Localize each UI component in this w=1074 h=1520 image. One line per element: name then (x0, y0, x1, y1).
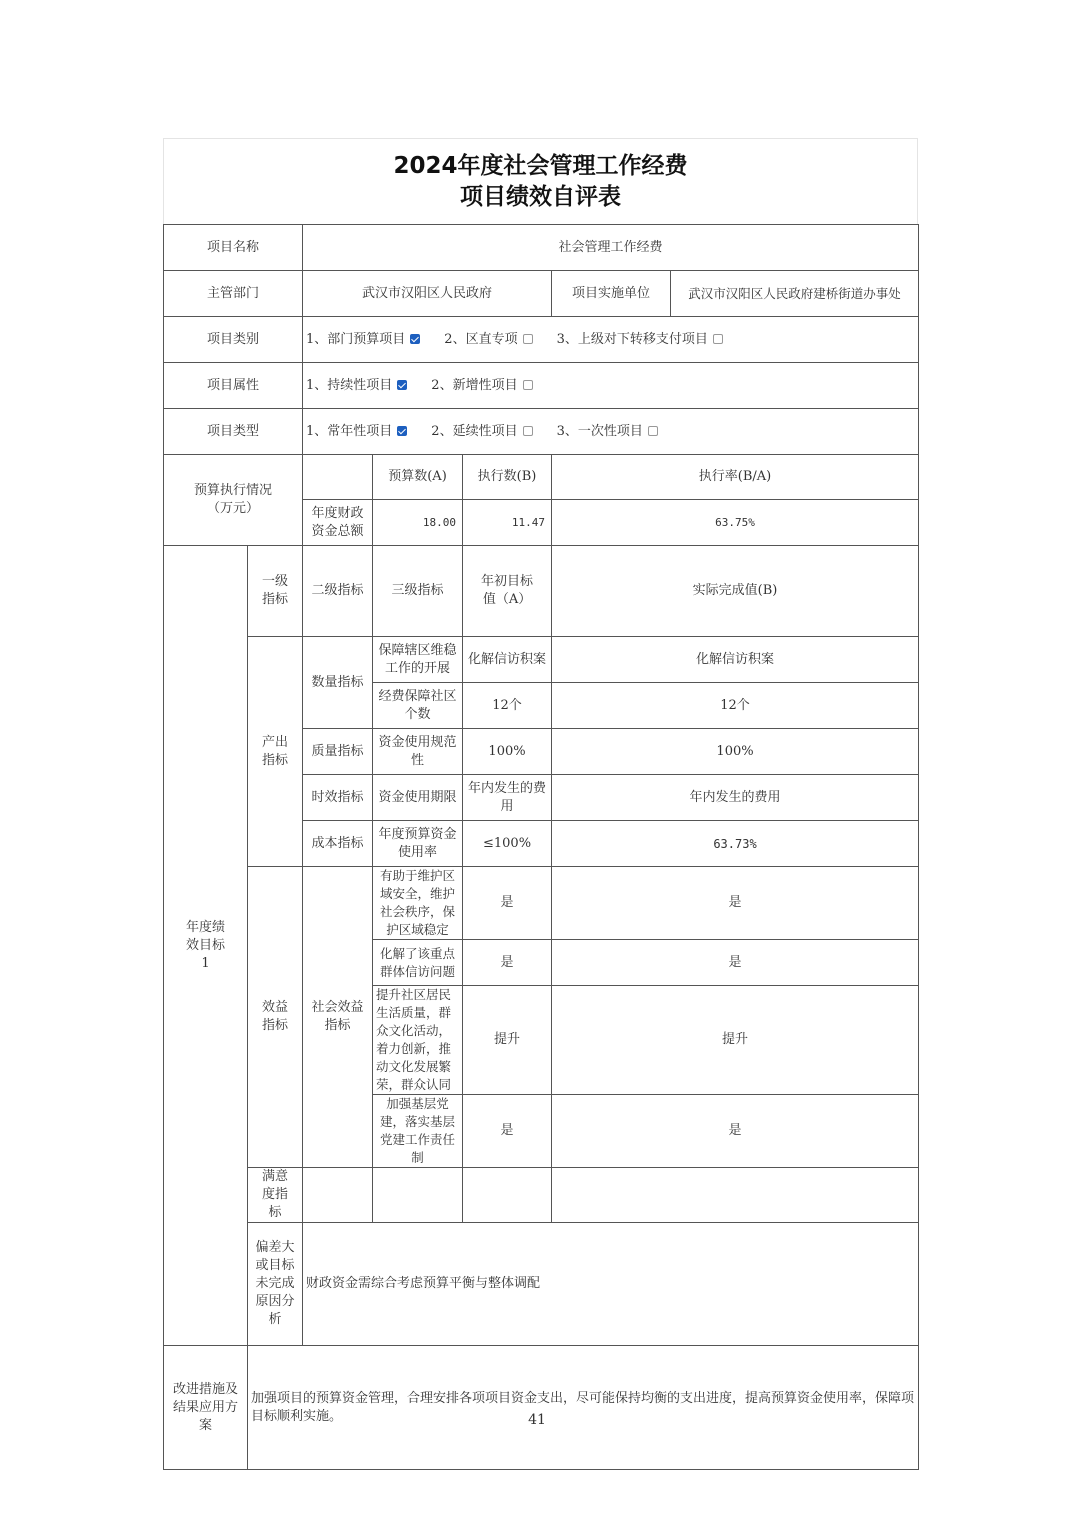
level3-cell: 资金使用规范性 (373, 729, 463, 775)
attribute-option (306, 378, 431, 393)
option-label: 1、持续性项目 (306, 377, 393, 393)
evaluation-table (163, 224, 919, 1470)
header-level1: 一级指标 (248, 546, 303, 637)
empty-cell (303, 1168, 373, 1223)
option-label: 3、一次性项目 (556, 423, 643, 439)
target-cell: 12个 (463, 683, 552, 729)
category-label: 项目类别 (164, 317, 303, 363)
form-title-line1: 2024年度社会管理工作经费 (393, 152, 688, 179)
improvement-label: 改进措施及结果应用方案 (164, 1346, 248, 1470)
header-level3: 三级指标 (373, 546, 463, 637)
level3-cell: 年度预算资金使用率 (373, 821, 463, 867)
col-exec-header: 执行数(B) (463, 455, 552, 500)
target-cell: 100% (463, 729, 552, 775)
impl-unit-label: 项目实施单位 (552, 271, 671, 317)
unchecked-checkbox-icon[interactable] (523, 426, 533, 436)
header-target: 年初目标值（A） (463, 546, 552, 637)
timeliness-indicator-label: 时效指标 (303, 775, 373, 821)
col-rate-header: 执行率(B/A) (552, 455, 919, 500)
row-category (164, 317, 919, 363)
page-number: 41 (528, 1412, 546, 1428)
budget-value: 18.00 (373, 500, 463, 546)
quantity-indicator-label: 数量指标 (303, 637, 373, 729)
actual-cell: 63.73% (552, 821, 919, 867)
level3-cell: 经费保障社区个数 (373, 683, 463, 729)
output-indicator-label: 产出指标 (248, 637, 303, 867)
option-label: 3、上级对下转移支付项目 (556, 331, 708, 347)
quality-indicator-label: 质量指标 (303, 729, 373, 775)
evaluation-form (163, 138, 918, 1470)
category-option (306, 332, 444, 347)
budget-unit: （万元） (207, 501, 260, 516)
empty-cell (373, 1168, 463, 1223)
target-cell: 是 (463, 1095, 552, 1168)
empty-cell (463, 1168, 552, 1223)
unchecked-checkbox-icon[interactable] (648, 426, 658, 436)
option-label: 2、延续性项目 (431, 423, 518, 439)
rate-value: 63.75% (552, 500, 919, 546)
unchecked-checkbox-icon[interactable] (713, 334, 723, 344)
unchecked-checkbox-icon[interactable] (523, 380, 533, 390)
target-cell: 提升 (463, 986, 552, 1095)
actual-cell: 是 (552, 1095, 919, 1168)
department-label: 主管部门 (164, 271, 303, 317)
actual-cell: 100% (552, 729, 919, 775)
empty-cell (552, 1168, 919, 1223)
type-option (306, 424, 431, 439)
row-project-name (164, 225, 919, 271)
checked-checkbox-icon[interactable] (397, 380, 407, 390)
attribute-options (303, 363, 919, 409)
category-options (303, 317, 919, 363)
level3-cell: 化解了该重点群体信访问题 (373, 940, 463, 986)
checked-checkbox-icon[interactable] (410, 334, 420, 344)
type-label: 项目类型 (164, 409, 303, 455)
col-budget-header: 预算数(A) (373, 455, 463, 500)
row-type (164, 409, 919, 455)
row-goals-header (164, 546, 919, 637)
budget-label-cell (164, 455, 303, 546)
actual-cell: 是 (552, 940, 919, 986)
attribute-option (431, 378, 556, 393)
level3-cell: 保障辖区维稳工作的开展 (373, 637, 463, 683)
type-options (303, 409, 919, 455)
target-cell: 年内发生的费用 (463, 775, 552, 821)
impl-unit-value: 武汉市汉阳区人民政府建桥街道办事处 (671, 271, 919, 317)
deviation-text: 财政资金需综合考虑预算平衡与整体调配 (303, 1223, 919, 1346)
table-row (164, 637, 919, 683)
target-cell: 是 (463, 867, 552, 940)
deviation-label: 偏差大或目标未完成原因分析 (248, 1223, 303, 1346)
type-option (557, 424, 682, 439)
actual-cell: 提升 (552, 986, 919, 1095)
project-name-value: 社会管理工作经费 (303, 225, 919, 271)
type-option (431, 424, 556, 439)
department-value: 武汉市汉阳区人民政府 (303, 271, 552, 317)
level3-cell: 资金使用期限 (373, 775, 463, 821)
form-title (163, 138, 918, 224)
option-label: 1、常年性项目 (306, 423, 393, 439)
checked-checkbox-icon[interactable] (397, 426, 407, 436)
category-option (444, 332, 556, 347)
actual-cell: 12个 (552, 683, 919, 729)
budget-label: 预算执行情况 (194, 483, 273, 498)
target-cell: ≤100% (463, 821, 552, 867)
exec-value: 11.47 (463, 500, 552, 546)
form-title-line2: 项目绩效自评表 (460, 183, 621, 210)
option-label: 2、新增性项目 (431, 377, 518, 393)
cost-indicator-label: 成本指标 (303, 821, 373, 867)
unchecked-checkbox-icon[interactable] (523, 334, 533, 344)
actual-cell: 化解信访积案 (552, 637, 919, 683)
level3-cell: 提升社区居民生活质量，群众文化活动，着力创新，推动文化发展繁荣，群众认同 (373, 986, 463, 1095)
satisfaction-indicator-label: 满意度指标 (248, 1168, 303, 1223)
level3-cell: 加强基层党建，落实基层党建工作责任制 (373, 1095, 463, 1168)
attribute-label: 项目属性 (164, 363, 303, 409)
row-attribute (164, 363, 919, 409)
level3-cell: 有助于维护区域安全，维护社会秩序，保护区域稳定 (373, 867, 463, 940)
improvement-text: 加强项目的预算资金管理，合理安排各项项目资金支出，尽可能保持均衡的支出进度，提高预算资金使用率，保障项目标顺利实施。 (248, 1346, 919, 1470)
row-satisfaction (164, 1168, 919, 1223)
target-cell: 化解信访积案 (463, 637, 552, 683)
annual-goal-label: 年度绩效目标1 (164, 546, 248, 1346)
option-label: 2、区直专项 (444, 331, 518, 347)
row-budget-header (164, 455, 919, 500)
actual-cell: 是 (552, 867, 919, 940)
benefit-indicator-label: 效益指标 (248, 867, 303, 1168)
row-improvement (164, 1346, 919, 1470)
category-option (557, 332, 747, 347)
table-row (164, 867, 919, 940)
target-cell: 是 (463, 940, 552, 986)
budget-empty-cell (303, 455, 373, 500)
social-benefit-label: 社会效益指标 (303, 867, 373, 1168)
header-level2: 二级指标 (303, 546, 373, 637)
header-actual: 实际完成值(B) (552, 546, 919, 637)
project-name-label: 项目名称 (164, 225, 303, 271)
row-department (164, 271, 919, 317)
actual-cell: 年内发生的费用 (552, 775, 919, 821)
row-deviation (164, 1223, 919, 1346)
budget-row-label: 年度财政资金总额 (303, 500, 373, 546)
option-label: 1、部门预算项目 (306, 331, 406, 347)
